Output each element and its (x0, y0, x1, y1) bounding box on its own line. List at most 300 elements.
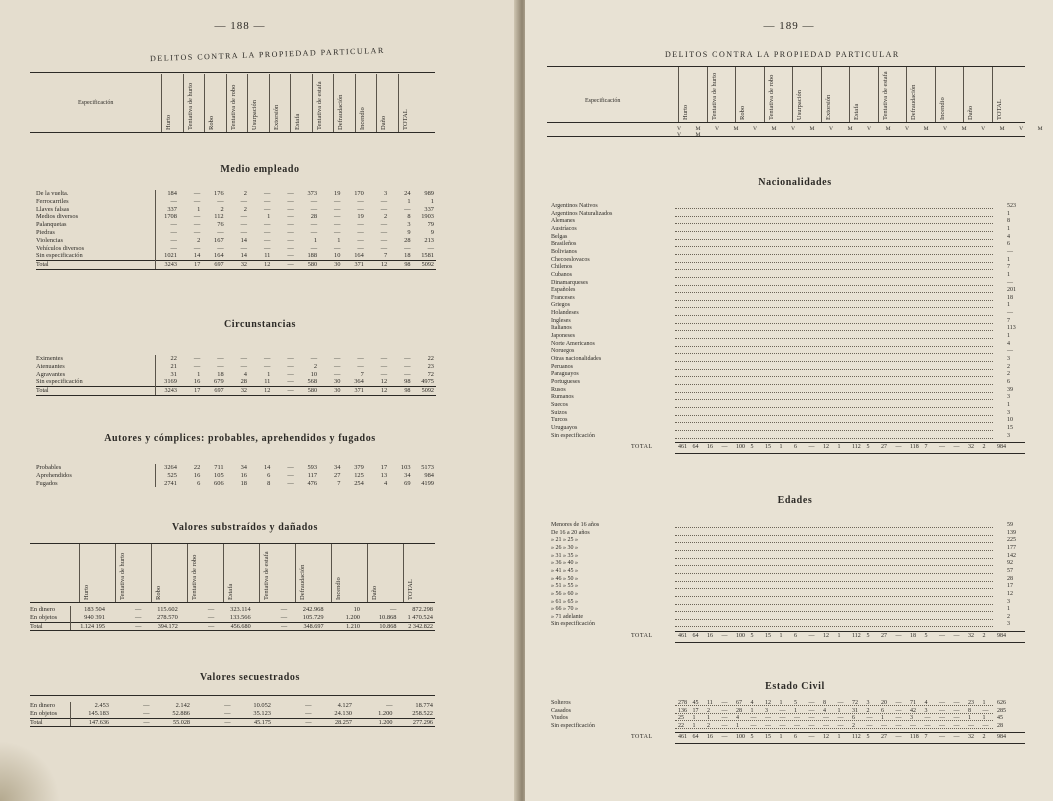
cell-value: 27 (334, 471, 341, 479)
total-cell: 5 (866, 734, 870, 741)
row-leader (675, 292, 993, 293)
total-cell: 6 (794, 734, 797, 741)
table-row (36, 355, 436, 363)
cell-value: 394.172 (143, 622, 179, 631)
cell-value: 28 (736, 707, 742, 714)
cell-value: 1.124 195 (71, 622, 107, 631)
cell-value: 371 (342, 387, 365, 396)
row-leader (675, 330, 993, 331)
row-total: 92 (1007, 560, 1013, 567)
cell-value: 12 (380, 378, 388, 386)
cell-value: 1.200 (345, 613, 360, 621)
row-total: 18 (1007, 294, 1013, 301)
column-header: Estafa (227, 583, 234, 600)
row-label: Sin especificación (551, 722, 595, 729)
total-cell: 5 (750, 633, 754, 640)
cell-value: 580 (296, 387, 319, 396)
cell-value: — (404, 205, 411, 213)
row-total: 1 (1007, 333, 1010, 340)
cell-value: — (217, 244, 224, 252)
row-total: 28 (1007, 575, 1013, 582)
cell-value: — (380, 228, 388, 236)
cell-value: — (939, 700, 945, 706)
row-total: 17 (1007, 583, 1013, 590)
cell-value: — (134, 606, 142, 613)
cell-value: — (253, 622, 289, 631)
cell-value: 164 (354, 252, 364, 260)
total-cell: 32 (968, 633, 974, 640)
column-divider (707, 67, 708, 122)
total-cell: 984 (997, 734, 1006, 741)
cell-value: 19 (357, 213, 364, 221)
spec-column-header: Especificación (585, 98, 621, 104)
cell-value: 1 (707, 715, 710, 722)
row-leader (675, 619, 993, 620)
cell-value: 2 (243, 205, 247, 213)
row-label: Alemanes (551, 218, 575, 225)
cell-value: — (287, 205, 294, 213)
cell-value: 22 (678, 722, 684, 729)
cell-value: 105.729 (302, 613, 324, 621)
cell-value: 12 (249, 261, 272, 270)
cell-value: 34 (334, 464, 341, 471)
cell-value: 11 (264, 252, 271, 260)
cell-value: 3243 (156, 261, 179, 270)
row-total: 4 (1007, 340, 1010, 347)
row-label: Cubanos (551, 271, 572, 278)
total-row (30, 622, 435, 631)
cell-value: 23 (968, 700, 974, 706)
table-medio-empleado (36, 190, 436, 270)
cell-value: — (240, 228, 247, 236)
column-divider (906, 67, 907, 122)
row-leader (675, 285, 993, 286)
cell-value: — (287, 228, 294, 236)
cell-value: 35.123 (253, 709, 271, 717)
cell-value: — (404, 362, 411, 370)
cell-value: — (156, 229, 179, 237)
row-leader (675, 315, 993, 316)
cell-value: 1 (337, 236, 341, 244)
cell-value: 1 (692, 715, 696, 722)
cell-value: — (924, 722, 931, 729)
cell-value: — (939, 707, 945, 714)
total-cell: 64 (692, 734, 699, 741)
row-label: Medios diversos (36, 213, 79, 221)
total-cell: 7 (924, 734, 928, 741)
row-total: 39 (1007, 386, 1013, 393)
column-divider (821, 67, 822, 122)
cell-value: 3 (383, 190, 388, 197)
column-header: Hurto (682, 104, 689, 120)
cell-value: — (823, 722, 829, 729)
cell-value: 1 (982, 700, 986, 706)
total-cell: 6 (794, 444, 797, 451)
row-leader (675, 208, 993, 209)
row-label: Llaves falsas (36, 205, 70, 213)
total-rule (675, 642, 1025, 643)
right-page (525, 0, 1053, 801)
column-divider (183, 74, 184, 132)
row-leader (675, 338, 993, 339)
cell-value: — (287, 355, 294, 362)
column-divider (935, 67, 936, 122)
row-total: 8 (1007, 218, 1010, 225)
cell-value: — (334, 370, 341, 378)
cell-value: 2 (852, 722, 855, 729)
row-label: De 16 a 20 años (551, 529, 590, 536)
column-divider (849, 67, 850, 122)
column-divider (115, 544, 116, 602)
cell-value: 17 (380, 464, 388, 471)
total-cell: 112 (852, 633, 861, 640)
section-title-autores: Autores y cómplices: probables, aprehendidos y fugados (104, 433, 376, 444)
total-cell: — (808, 734, 815, 741)
cell-value: 323.114 (230, 606, 251, 613)
cell-value: 16 (193, 471, 201, 479)
column-divider (226, 74, 227, 132)
total-cell: 112 (852, 444, 861, 451)
cell-value: 7 (383, 252, 388, 260)
row-label: Otras nacionalidades (551, 356, 602, 362)
column-divider (735, 67, 736, 122)
row-label: Franceses (551, 294, 575, 301)
total-cell: 18 (910, 633, 916, 640)
total-label: TOTAL (631, 633, 653, 640)
cell-value: — (134, 613, 142, 621)
section-title-valores: Valores substraídos y dañados (171, 522, 319, 533)
cell-value: 71 (910, 700, 916, 706)
row-total: 201 (1007, 287, 1016, 294)
column-divider (290, 74, 291, 132)
row-label: Griegos (551, 302, 570, 309)
cell-value: 11 (707, 700, 713, 706)
row-leader (675, 239, 993, 240)
cell-value: 98 (389, 261, 412, 270)
column-divider (878, 67, 879, 122)
cell-value: 568 (307, 378, 318, 386)
row-label: » 31 » 35 » (551, 552, 578, 559)
total-cell: — (808, 633, 815, 640)
column-header: Tentativa de estafa (263, 551, 270, 600)
cell-value: 14 (240, 236, 247, 244)
row-leader (675, 277, 993, 278)
row-leader (675, 542, 993, 543)
cell-value: 183 504 (71, 606, 107, 614)
row-leader (675, 307, 993, 308)
row-label: Eximentes (36, 355, 63, 362)
row-label: Españoles (551, 287, 576, 294)
table-valores-secuestrados (30, 702, 435, 727)
cell-value: — (837, 700, 844, 706)
column-divider (963, 67, 964, 122)
cell-value: 277.296 (395, 718, 436, 727)
table-row (30, 606, 435, 614)
cell-value: — (334, 213, 341, 221)
cell-value: — (156, 245, 179, 253)
cell-value: 52.886 (172, 709, 190, 717)
cell-value: — (779, 715, 786, 722)
column-header: Daño (967, 105, 974, 120)
total-label: TOTAL (631, 734, 653, 741)
row-label: Total (30, 718, 71, 727)
cell-value: — (866, 715, 873, 722)
row-total: 3 (1007, 598, 1010, 605)
cell-value: — (193, 197, 201, 205)
cell-value: 1 (267, 213, 271, 221)
cell-value: — (217, 362, 224, 370)
left-page (0, 0, 520, 801)
cell-value: — (808, 707, 815, 714)
cell-value: 580 (296, 261, 319, 270)
total-cell: 16 (707, 444, 713, 451)
row-label: Palanquetas (36, 221, 67, 229)
row-label: Rusos (551, 386, 566, 393)
cell-value: — (357, 205, 364, 213)
cell-value: 9 (430, 228, 434, 236)
row-leader (675, 353, 993, 354)
cell-value: 69 (404, 479, 411, 487)
row-label: Portugueses (551, 378, 580, 385)
row-label: Fugados (36, 479, 58, 487)
row-leader (675, 430, 993, 431)
row-label: En objetos (30, 709, 58, 717)
row-label: Sin especificación (551, 432, 595, 439)
cell-value: 2 (313, 362, 318, 370)
cell-value: 2 (866, 707, 870, 714)
table-row (30, 614, 435, 622)
cell-value: — (156, 198, 179, 206)
row-leader (675, 573, 993, 574)
row-total: 3 (1007, 409, 1010, 416)
cell-value: 213 (424, 236, 434, 244)
cell-value: — (207, 613, 215, 621)
total-cell: 5 (750, 734, 754, 741)
total-cell: 100 (736, 444, 745, 451)
table-autores (36, 464, 436, 487)
cell-value: 28 (997, 722, 1003, 729)
row-total: 1 (1007, 302, 1010, 309)
row-label: Solteros (551, 700, 571, 706)
table-row (36, 472, 436, 480)
cell-value: 364 (354, 378, 364, 386)
total-cell: — (895, 444, 902, 451)
cell-value: — (193, 213, 201, 221)
cell-value: 1 (968, 715, 971, 722)
cell-value: — (263, 362, 271, 370)
row-label: Belgas (551, 233, 568, 240)
row-label: Agravantes (36, 370, 66, 378)
total-cell: 27 (881, 734, 887, 741)
cell-value: — (334, 355, 341, 362)
row-total: 2 (1007, 371, 1010, 378)
cell-value: 258.522 (412, 709, 433, 717)
cell-value: 16 (240, 471, 247, 479)
cell-value: — (156, 221, 179, 229)
cell-value: 32 (226, 261, 249, 270)
cell-value: 1 (794, 707, 797, 714)
cell-value: — (939, 715, 945, 722)
cell-value: 72 (852, 700, 858, 706)
total-cell: 1 (837, 444, 841, 451)
column-divider (204, 74, 205, 132)
cell-value: — (287, 479, 294, 487)
table-top-rule (30, 72, 435, 73)
total-cell: 32 (968, 734, 974, 741)
cell-value: 45 (997, 715, 1003, 722)
cell-value: 184 (156, 190, 179, 198)
section-title-civil: Estado Civil (765, 681, 825, 692)
row-label: Paraguayos (551, 371, 579, 378)
row-label: Menores de 16 años (551, 522, 600, 528)
cell-value: — (357, 355, 364, 362)
cell-value: — (953, 700, 960, 706)
row-leader (675, 527, 993, 528)
cell-value: — (263, 221, 271, 229)
cell-value: 3169 (156, 378, 179, 386)
sex-rule (547, 136, 1025, 137)
row-total: 59 (1007, 522, 1013, 528)
cell-value: 133.566 (229, 613, 251, 621)
cell-value: — (280, 606, 288, 613)
cell-value: — (750, 715, 757, 722)
row-total: 1 (1007, 401, 1010, 408)
cell-value: — (953, 707, 960, 714)
row-label: Austríacos (551, 225, 577, 232)
column-header: Robo (155, 585, 162, 600)
cell-value: — (866, 722, 873, 729)
section-title-secuestrados: Valores secuestrados (199, 672, 301, 683)
cell-value: — (357, 228, 364, 236)
row-leader (675, 346, 993, 347)
cell-value: — (750, 722, 757, 729)
cell-value: 125 (354, 471, 364, 479)
total-cell: 2 (982, 633, 986, 640)
cell-value: — (765, 715, 771, 722)
cell-value: 45 (692, 700, 699, 706)
cell-value: — (193, 244, 201, 252)
column-header: Incendio (938, 97, 946, 120)
cell-value: — (193, 228, 201, 236)
valores-header-rule (30, 602, 435, 603)
cell-value: 989 (424, 190, 434, 197)
cell-value: — (240, 355, 247, 362)
row-label: » 36 » 40 » (551, 560, 578, 567)
row-label: Dinamarqueses (551, 279, 588, 286)
total-cell: — (953, 633, 960, 640)
cell-value: 12 (366, 387, 389, 396)
column-header: Hurto (83, 584, 90, 600)
row-leader (675, 231, 993, 232)
cell-value: 24.130 (334, 709, 352, 717)
total-rule (675, 743, 1025, 744)
row-total: — (1007, 248, 1013, 255)
cell-value: 5092 (413, 261, 436, 270)
cell-value: 371 (342, 261, 365, 270)
total-cell: 100 (736, 734, 745, 741)
row-leader (675, 369, 993, 370)
cell-value: 4 (383, 479, 388, 487)
total-cell: — (808, 444, 815, 451)
cell-value: — (217, 355, 224, 362)
cell-value: — (721, 707, 728, 714)
cell-value: 1 (750, 707, 754, 714)
row-total: 113 (1007, 325, 1016, 332)
row-leader (675, 596, 993, 597)
total-cell: 100 (736, 633, 745, 640)
cell-value: 145.183 (71, 710, 112, 718)
row-total: 4 (1007, 233, 1010, 240)
cell-value: — (240, 197, 247, 205)
cell-value: 1021 (156, 252, 179, 260)
cell-value: 14 (193, 252, 201, 260)
cell-value: — (107, 622, 143, 631)
sex-marks: V M V M V M V M V M V M V M V M V M V M V M (677, 126, 1050, 138)
total-rule (675, 631, 1025, 632)
cell-value: 176 (214, 190, 224, 197)
row-label: Chilenos (551, 264, 573, 271)
page-number: — 189 — (763, 20, 815, 32)
cell-value: — (287, 190, 294, 197)
row-label: Uruguayos (551, 424, 578, 431)
cell-value: 3243 (156, 387, 179, 396)
column-header: Usurpación (251, 100, 258, 130)
cell-value: 4199 (421, 479, 434, 487)
cell-value: 5 (794, 700, 797, 706)
column-divider (187, 544, 188, 602)
cell-value: — (287, 252, 294, 260)
cell-value: — (263, 205, 271, 213)
cell-value: 1 470.524 (407, 613, 433, 621)
column-divider (398, 74, 399, 132)
secuestrados-top-rule (30, 695, 435, 696)
cell-value: 3 (407, 221, 411, 229)
total-cell: — (895, 633, 902, 640)
row-leader (675, 438, 993, 439)
cell-value: 28 (240, 378, 247, 386)
row-leader (675, 407, 993, 408)
cell-value: 379 (354, 464, 364, 471)
row-total: 1 (1007, 256, 1010, 263)
cell-value: 4 (823, 707, 826, 714)
cell-value: 20 (881, 700, 887, 706)
total-cell: 984 (997, 444, 1006, 451)
row-label: Brasileños (551, 241, 577, 248)
cell-value: — (156, 237, 179, 245)
cell-value: — (217, 228, 224, 236)
column-header: Daño (380, 115, 387, 130)
column-header: Tentativa de robo (767, 74, 775, 120)
cell-value: 626 (997, 700, 1006, 706)
cell-value: — (380, 236, 388, 244)
column-header: Estafa (853, 103, 860, 120)
cell-value: 456.680 (216, 622, 252, 631)
cell-value: 13 (380, 471, 388, 479)
row-leader (675, 262, 993, 263)
table-row (36, 464, 436, 472)
total-cell: — (721, 734, 728, 741)
cell-value: — (334, 362, 341, 370)
cell-value: — (192, 718, 233, 727)
column-header: Tentativa de hurto (186, 82, 194, 130)
cell-value: 103 (400, 464, 411, 471)
cell-value: 170 (354, 190, 364, 197)
row-total: 1 (1007, 210, 1010, 217)
cell-value: 14 (240, 252, 247, 260)
cell-value: 1 (982, 715, 986, 722)
column-divider (367, 544, 368, 602)
column-header: Tentativa de hurto (710, 72, 718, 120)
